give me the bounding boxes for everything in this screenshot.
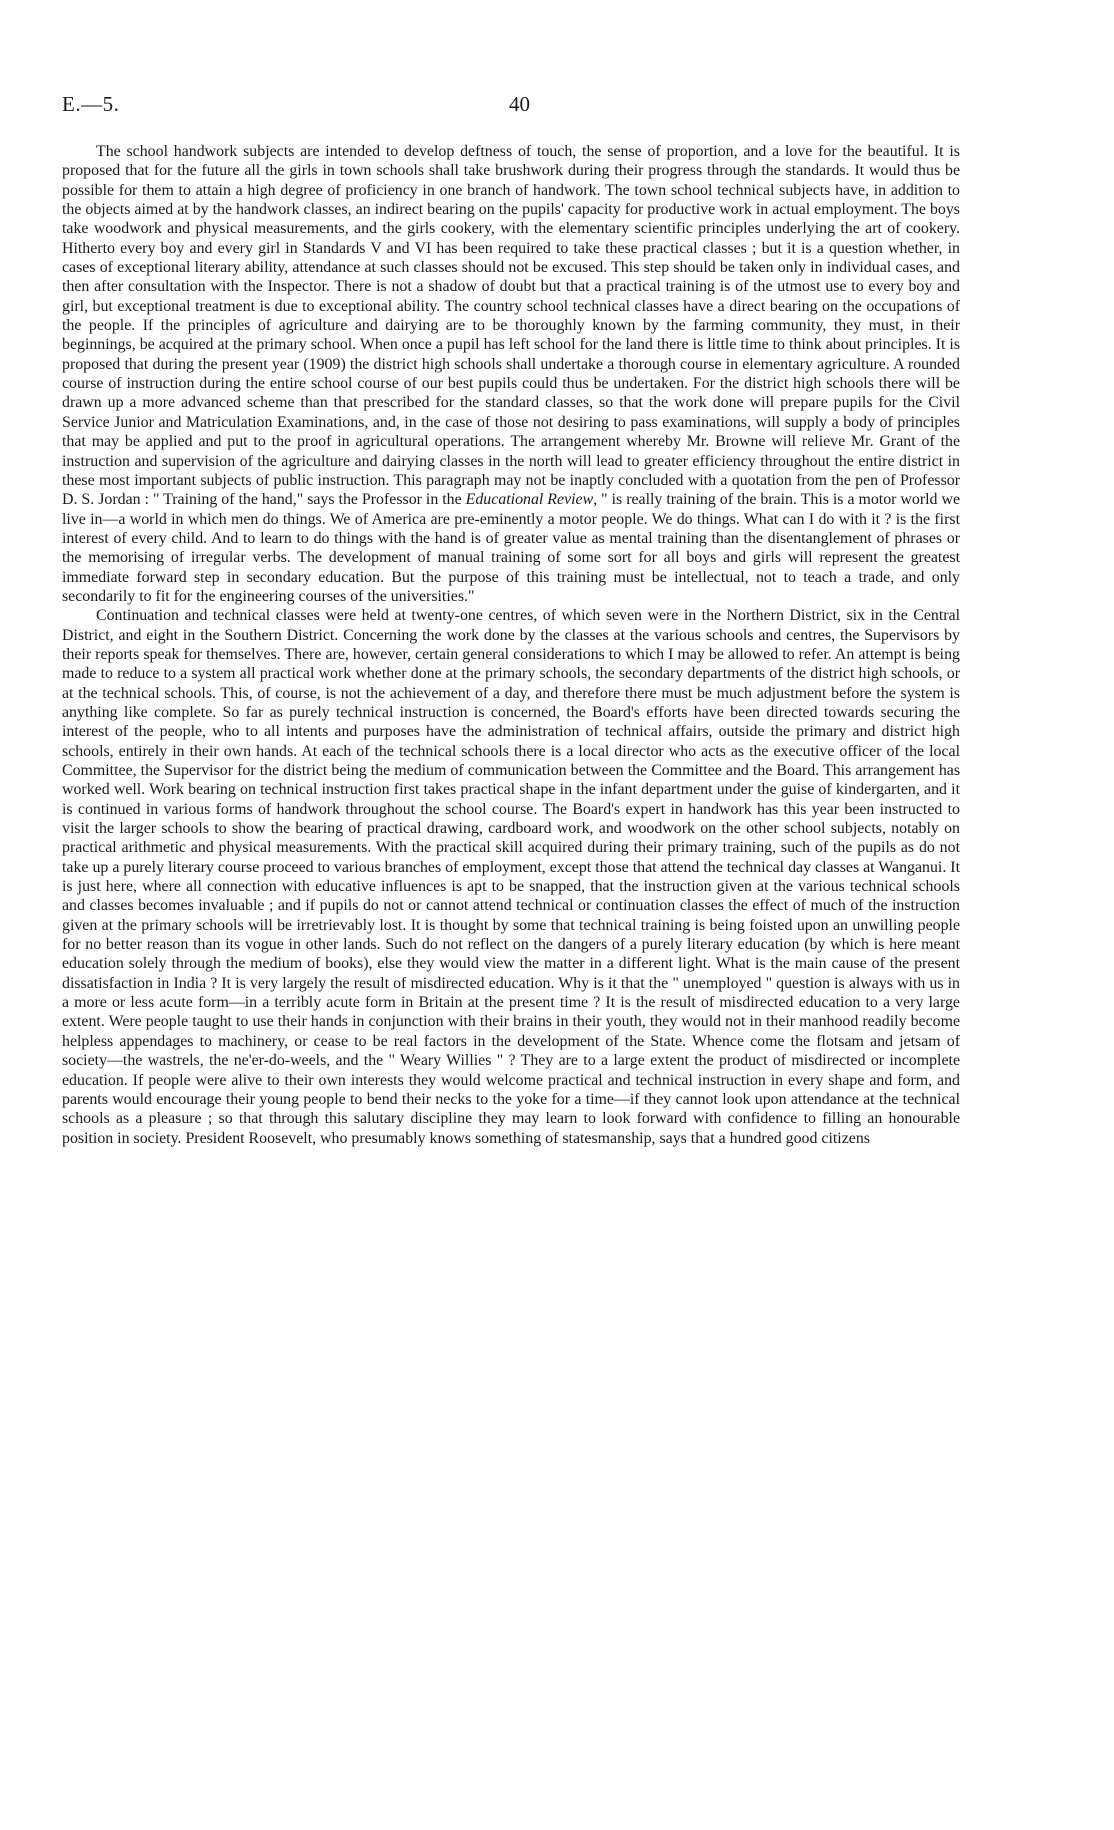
paragraph-text: The school handwork subjects are intended to develop deftness of touch, the sense of proportion, and a love for the beautiful. It is proposed that for the future all the girls in town schools shall take brushwork during their progress through the standards. It would thus be possible for them to attain a high degree of proficiency in one branch of handwork. The town school technical subjects have, in addition to the objects aimed at by the handwork classes, an indirect bearing on the pupils' capacity for productive work in actual employment. The boys take woodwork and physical measurements, and the girls cookery, with the elementary scientific principles underlying the art of cookery. Hitherto every boy and every girl in Standards V and VI has been required to take these practical classes ; but it is a question whether, in cases of exceptional literary ability, attendance at such classes should not be excused. This step should be taken only in individual cases, and then after consultation with the Inspector. There is not a shadow of doubt but that a practical training is of the utmost use to every boy and girl, but exceptional treatment is due to exceptional ability. The country school technical classes have a direct bearing on the occupations of the people. If the principles of agriculture and dairying are to be thoroughly known by the farming community, they must, in their beginnings, be acquired at the primary school. When once a pupil has left school for the land there is little time to think about principles. It is proposed that during the present year (1909) the district high schools shall undertake a thorough course in elementary agriculture. A rounded course of instruction during the entire school course of our best pupils could thus be undertaken. For the district high schools there will be drawn up a more advanced scheme than that prescribed for the standard classes, so that the work done will prepare pupils for the Civil Service Junior and Matriculation Examinations, and, in the case of those not desiring to pass examinations, will supply a body of principles that may be applied and put to the proof in agricultural operations. The arrangement whereby Mr. Browne will relieve Mr. Grant of the instruction and supervision of the agriculture and dairying classes in the north will lead to greater efficiency throughout the entire district in these most important subjects of public instruction. This paragraph may not be inaptly concluded with a quotation from the pen of Professor D. S. Jordan : " Training of the hand," says the Professor in the (62, 143, 960, 509)
journal-title: Educational Review (465, 491, 594, 509)
document-body (62, 142, 960, 1148)
page-header (62, 92, 962, 122)
paragraph-text: , " is really training of the brain. This is a motor world we live in—a world in which men do things. We of America are pre-eminently a motor people. We do things. What can I do with it ? is the first interest of every child. And to learn to do things with the hand is of greater value as mental training than the disentanglement of phrases or the memorising of irregular verbs. The development of manual training of some sort for all boys and girls will represent the greatest immediate forward step in secondary education. But the purpose of this training must be intellectual, not to teach a trade, and only secondarily to fit for the engineering courses of the universities." (62, 491, 961, 605)
page-number: 40 (509, 92, 530, 116)
paragraph-handwork (62, 142, 960, 606)
paragraph-continuation-classes: Continuation and technical classes were held at twenty-one centres, of which seven were in the Northern District, six in the Central District, and eight in the Southern District. Concerning the work done by the classes at the various schools and centres, the Supervisors by their reports speak for themselves. There are, however, certain general considerations to which I may be allowed to refer. An attempt is being made to reduce to a system all practical work whether done at the primary schools, the secondary departments of the district high schools, or at the technical schools. This, of course, is not the achievement of a day, and therefore there must be much adjustment before the system is anything like complete. So far as purely technical instruction is concerned, the Board's efforts have been directed towards securing the interest of the people, who to all intents and purposes have the administration of technical affairs, outside the primary and district high schools, entirely in their own hands. At each of the technical schools there is a local director who acts as the executive officer of the local Committee, the Supervisor for the district being the medium of communication between the Committee and the Board. This arrangement has worked well. Work bearing on technical instruction first takes practical shape in the infant department under the guise of kindergarten, and it is continued in various forms of handwork throughout the school course. The Board's expert in handwork has this year been instructed to visit the larger schools to show the bearing of practical drawing, cardboard work, and woodwork on the other school subjects, notably on practical arithmetic and physical measurements. With the practical skill acquired during their primary training, such of the pupils as do not take up a purely literary course proceed to various branches of employment, except those that attend the technical day classes at Wanganui. It is just here, where all connection with educative influences is apt to be snapped, that the instruction given at the various technical schools and classes becomes invaluable ; and if pupils do not or cannot attend technical or continuation classes the effect of much of the instruction given at the primary schools will be irretrievably lost. It is thought by some that technical training is being foisted upon an unwilling people for no better reason than its vogue in other lands. Such do not reflect on the dangers of a purely literary education (by which is here meant education solely through the medium of books), else they would view the matter in a different light. What is the main cause of the present dissatisfaction in India ? It is very largely the result of misdirected education. Why is it that the " unemployed " question is always with us in a more or less acute form—in a terribly acute form in Britain at the present time ? It is the result of misdirected education to a very large extent. Were people taught to use their hands in conjunction with their brains in their youth, they would not in their manhood readily become helpless appendages to machinery, or cease to be real factors in the development of the State. Whence come the flotsam and jetsam of society—the wastrels, the ne'er-do-weels, and the " Weary Willies " ? They are to a large extent the product of misdirected or incomplete education. If people were alive to their own interests they would welcome practical and technical instruction in every shape and form, and parents would encourage their young people to bend their necks to the yoke for a time—if they cannot look upon attendance at the technical schools as a pleasure ; so that through this salutary discipline they may learn to look forward with confidence to filling an honourable position in society. President Roosevelt, who presumably knows something of statesmanship, says that a hundred good citizens (62, 607, 960, 1147)
document-reference: E.—5. (62, 92, 120, 116)
